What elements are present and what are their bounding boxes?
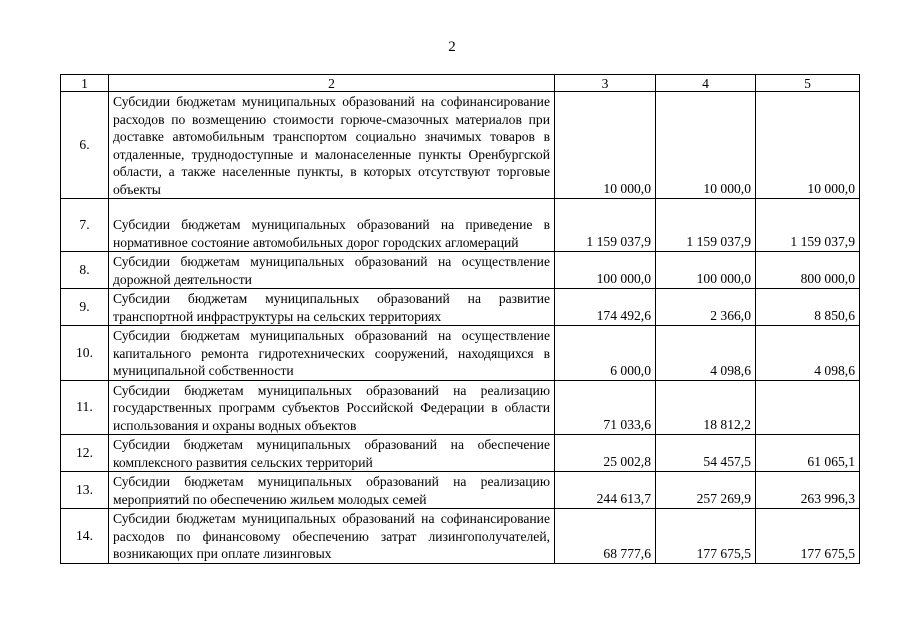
row-number: 10. [61, 326, 109, 381]
row-description: Субсидии бюджетам муниципальных образований на осуществление капитального ремонта гидротехнических сооружений, находящихся в муниципальной собственности [109, 326, 555, 381]
row-description: Субсидии бюджетам муниципальных образований на реализацию мероприятий по обеспечению жильем молодых семей [109, 472, 555, 509]
row-number: 13. [61, 472, 109, 509]
table-row [61, 380, 860, 435]
subsidy-table [60, 74, 860, 564]
column-header: 5 [756, 75, 860, 92]
value-col-3: 100 000,0 [555, 252, 656, 289]
value-col-4: 257 269,9 [656, 472, 756, 509]
table-row [61, 252, 860, 289]
value-col-4: 100 000,0 [656, 252, 756, 289]
value-col-4: 2 366,0 [656, 289, 756, 326]
row-number: 14. [61, 509, 109, 564]
row-description: Субсидии бюджетам муниципальных образований на развитие транспортной инфраструктуры на сельских территориях [109, 289, 555, 326]
table-row [61, 435, 860, 472]
value-col-3: 244 613,7 [555, 472, 656, 509]
value-col-4: 4 098,6 [656, 326, 756, 381]
column-header: 1 [61, 75, 109, 92]
value-col-4: 177 675,5 [656, 509, 756, 564]
value-col-5: 177 675,5 [756, 509, 860, 564]
row-number: 11. [61, 380, 109, 435]
value-col-5 [756, 380, 860, 435]
table-row [61, 472, 860, 509]
row-description: Субсидии бюджетам муниципальных образований на софинансирование расходов по финансовому обеспечению затрат лизингополучателей, возникающих при оплате лизинговых [109, 509, 555, 564]
table-header-row [61, 75, 860, 92]
value-col-5: 8 850,6 [756, 289, 860, 326]
value-col-5: 61 065,1 [756, 435, 860, 472]
value-col-5: 263 996,3 [756, 472, 860, 509]
value-col-4: 10 000,0 [656, 92, 756, 199]
value-col-4: 1 159 037,9 [656, 199, 756, 252]
value-col-5: 800 000,0 [756, 252, 860, 289]
value-col-3: 174 492,6 [555, 289, 656, 326]
column-header: 2 [109, 75, 555, 92]
value-col-3: 6 000,0 [555, 326, 656, 381]
value-col-3: 68 777,6 [555, 509, 656, 564]
column-header: 4 [656, 75, 756, 92]
value-col-3: 25 002,8 [555, 435, 656, 472]
row-number: 6. [61, 92, 109, 199]
table-row [61, 509, 860, 564]
row-description: Субсидии бюджетам муниципальных образований на осуществление дорожной деятельности [109, 252, 555, 289]
table-row [61, 326, 860, 381]
value-col-4: 18 812,2 [656, 380, 756, 435]
table-row [61, 92, 860, 199]
value-col-5: 1 159 037,9 [756, 199, 860, 252]
column-header: 3 [555, 75, 656, 92]
value-col-5: 10 000,0 [756, 92, 860, 199]
value-col-3: 10 000,0 [555, 92, 656, 199]
table-row [61, 289, 860, 326]
value-col-4: 54 457,5 [656, 435, 756, 472]
page-number: 2 [448, 39, 456, 55]
row-number: 8. [61, 252, 109, 289]
row-description: Субсидии бюджетам муниципальных образований на реализацию государственных программ субъектов Российской Федерации в области использования и охраны водных объектов [109, 380, 555, 435]
row-number: 7. [61, 199, 109, 252]
value-col-5: 4 098,6 [756, 326, 860, 381]
row-description: Субсидии бюджетам муниципальных образований на приведение в нормативное состояние автомобильных дорог городских агломераций [109, 199, 555, 252]
value-col-3: 71 033,6 [555, 380, 656, 435]
row-description: Субсидии бюджетам муниципальных образований на софинансирование расходов по возмещению стоимости горюче-смазочных материалов при доставке автомобильным транспортом социально значимых товаров в отдаленные, труднодоступные и малонаселенные пункты Оренбургской области, а также населенные пункты, в которых отсутствуют торговые объекты [109, 92, 555, 199]
table-row [61, 199, 860, 252]
row-number: 9. [61, 289, 109, 326]
value-col-3: 1 159 037,9 [555, 199, 656, 252]
row-number: 12. [61, 435, 109, 472]
row-description: Субсидии бюджетам муниципальных образований на обеспечение комплексного развития сельских территорий [109, 435, 555, 472]
